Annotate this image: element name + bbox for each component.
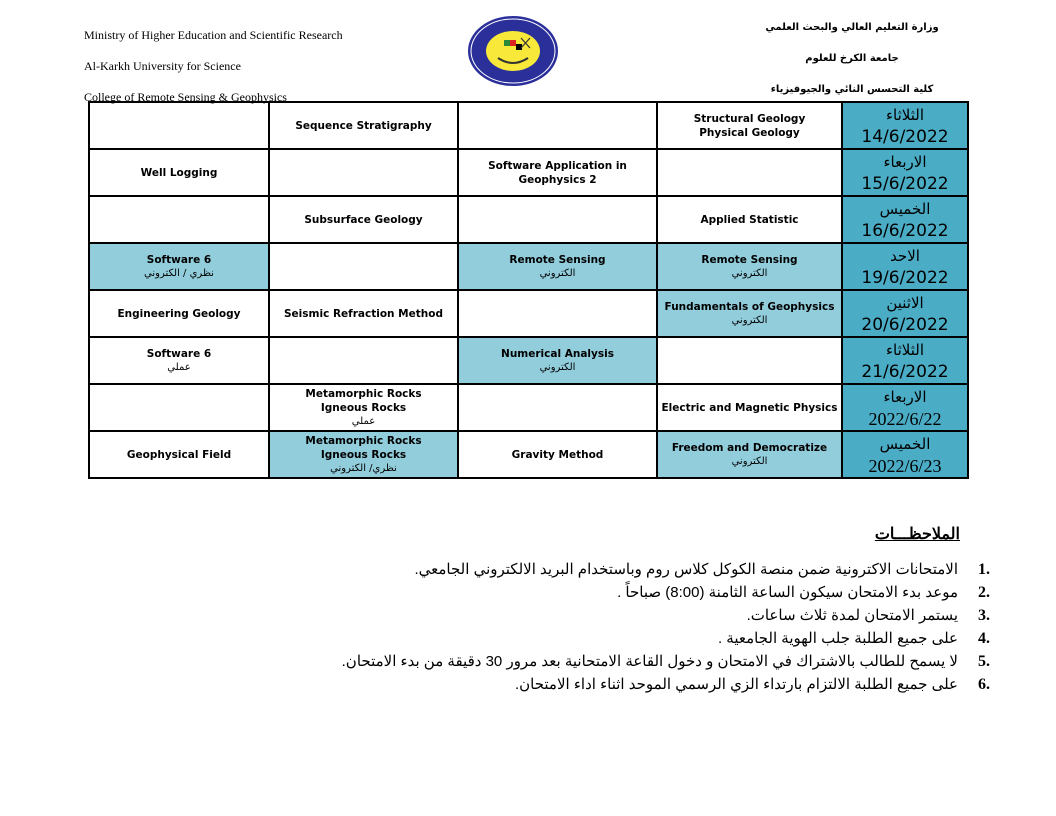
course-title: Fundamentals of Geophysics xyxy=(664,301,835,313)
course-title: Freedom and Democratize xyxy=(671,442,828,454)
day-cell xyxy=(842,196,968,243)
schedule-cell xyxy=(458,337,657,384)
day-cell xyxy=(842,431,968,478)
course-title: Metamorphic Rocks Igneous Rocks xyxy=(305,388,422,414)
day-name: الثلاثاء xyxy=(885,340,924,359)
exam-date: 16/6/2022 xyxy=(861,220,949,241)
day-name: الاثنين xyxy=(886,293,924,312)
day-cell xyxy=(842,149,968,196)
exam-date: 14/6/2022 xyxy=(861,126,949,147)
course-title: Well Logging xyxy=(140,166,218,179)
note-item xyxy=(290,627,990,650)
schedule-row xyxy=(89,243,968,290)
day-name: الاحد xyxy=(890,246,920,265)
day-name: الخميس xyxy=(879,199,931,218)
exam-schedule-table xyxy=(88,101,969,479)
course-title: Applied Statistic xyxy=(700,213,799,226)
schedule-cell xyxy=(269,384,458,431)
note-text: لا يسمح للطالب بالاشتراك في الامتحان و دخول القاعة الامتحانية بعد مرور 30 دقيقة من بدء الامتحان. xyxy=(341,653,958,670)
schedule-cell xyxy=(657,431,842,478)
schedule-cell xyxy=(89,431,269,478)
schedule-cell xyxy=(269,149,458,196)
schedule-cell xyxy=(657,337,842,384)
course-title: Gravity Method xyxy=(511,448,604,461)
schedule-cell xyxy=(657,149,842,196)
ministry-name-ar: وزارة التعليم العالي والبحث العلمي xyxy=(765,22,939,33)
schedule-row xyxy=(89,337,968,384)
schedule-cell xyxy=(269,290,458,337)
notes-list xyxy=(290,558,990,696)
schedule-cell xyxy=(458,196,657,243)
schedule-row xyxy=(89,290,968,337)
day-name: الثلاثاء xyxy=(885,105,924,124)
course-title: Metamorphic Rocks Igneous Rocks xyxy=(305,435,422,461)
note-text: على جميع الطلبة جلب الهوية الجامعية . xyxy=(717,630,958,647)
exam-date: 21/6/2022 xyxy=(861,361,949,382)
university-seal-logo xyxy=(466,14,560,88)
schedule-cell xyxy=(458,149,657,196)
schedule-row xyxy=(89,431,968,478)
schedule-cell xyxy=(89,337,269,384)
exam-mode-label: عملي xyxy=(167,362,191,373)
note-number: 2. xyxy=(978,584,990,601)
exam-date: 20/6/2022 xyxy=(861,314,949,335)
course-title: Remote Sensing xyxy=(509,254,606,266)
college-name-ar: كلية التحسس النائي والجيوفيزياء xyxy=(770,84,934,95)
day-name: الخميس xyxy=(879,434,931,453)
university-name-ar: جامعة الكرخ للعلوم xyxy=(805,53,899,64)
exam-mode-label: نظري/ الكتروني xyxy=(330,463,397,474)
schedule-cell xyxy=(89,102,269,149)
day-name: الاربعاء xyxy=(883,387,927,406)
course-title: Structural Geology Physical Geology xyxy=(693,112,806,139)
schedule-row xyxy=(89,384,968,431)
schedule-cell xyxy=(657,243,842,290)
university-name: Al-Karkh University for Science xyxy=(84,59,241,73)
exam-mode-label: الكتروني xyxy=(731,456,768,467)
course-title: Geophysical Field xyxy=(126,448,232,461)
schedule-cell xyxy=(458,290,657,337)
exam-mode-label: نظري / الكتروني xyxy=(144,268,214,279)
schedule-row xyxy=(89,102,968,149)
schedule-cell xyxy=(269,431,458,478)
day-cell xyxy=(842,384,968,431)
schedule-cell xyxy=(657,384,842,431)
schedule-cell xyxy=(657,290,842,337)
schedule-cell xyxy=(657,196,842,243)
schedule-cell xyxy=(269,102,458,149)
schedule-cell xyxy=(458,431,657,478)
day-cell xyxy=(842,290,968,337)
schedule-row xyxy=(89,196,968,243)
exam-date: 2022/6/22 xyxy=(868,408,942,429)
notes-section xyxy=(290,524,990,696)
note-number: 5. xyxy=(978,653,990,670)
day-cell xyxy=(842,243,968,290)
header-left-english xyxy=(84,20,343,113)
note-number: 6. xyxy=(978,676,990,693)
schedule-cell xyxy=(269,243,458,290)
note-number: 1. xyxy=(978,561,990,578)
exam-mode-label: الكتروني xyxy=(731,268,768,279)
exam-mode-label: الكتروني xyxy=(731,315,768,326)
note-item xyxy=(290,581,990,604)
note-item xyxy=(290,558,990,581)
course-title: Sequence Stratigraphy xyxy=(295,119,432,132)
course-title: Software 6 xyxy=(146,254,212,266)
course-title: Electric and Magnetic Physics xyxy=(661,401,838,414)
course-title: Seismic Refraction Method xyxy=(284,307,443,320)
note-text: يستمر الامتحان لمدة ثلاث ساعات. xyxy=(746,607,958,624)
note-text: موعد بدء الامتحان سيكون الساعة الثامنة (8:00) صباحاً . xyxy=(617,584,958,601)
exam-mode-label: الكتروني xyxy=(539,268,576,279)
schedule-cell xyxy=(89,290,269,337)
note-text: الامتحانات الاكترونية ضمن منصة الكوكل كلاس روم وباستخدام البريد الالكتروني الجامعي. xyxy=(414,561,958,578)
day-cell xyxy=(842,102,968,149)
schedule-row xyxy=(89,149,968,196)
course-title: Numerical Analysis xyxy=(501,348,614,360)
course-title: Software Application in Geophysics 2 xyxy=(488,159,627,186)
note-number: 4. xyxy=(978,630,990,647)
note-text: على جميع الطلبة الالتزام بارتداء الزي الرسمي الموحد اثناء اداء الامتحان. xyxy=(514,676,958,693)
note-item xyxy=(290,650,990,673)
exam-date: 19/6/2022 xyxy=(861,267,949,288)
notes-title: الملاحظـــات xyxy=(874,526,960,543)
schedule-cell xyxy=(269,196,458,243)
schedule-cell xyxy=(89,384,269,431)
day-cell xyxy=(842,337,968,384)
note-item xyxy=(290,673,990,696)
schedule-cell xyxy=(458,243,657,290)
college-name: College of Remote Sensing & Geophysics xyxy=(84,90,287,104)
note-number: 3. xyxy=(978,607,990,624)
schedule-cell xyxy=(89,196,269,243)
course-title: Subsurface Geology xyxy=(304,213,423,226)
day-name: الاربعاء xyxy=(883,152,927,171)
exam-date: 15/6/2022 xyxy=(861,173,949,194)
note-item xyxy=(290,604,990,627)
schedule-cell xyxy=(89,243,269,290)
schedule-cell xyxy=(89,149,269,196)
exam-date: 2022/6/23 xyxy=(868,455,942,476)
header-right-arabic xyxy=(752,12,952,105)
schedule-cell xyxy=(458,102,657,149)
exam-mode-label: الكتروني xyxy=(539,362,576,373)
course-title: Software 6 xyxy=(146,348,212,360)
schedule-cell xyxy=(458,384,657,431)
course-title: Engineering Geology xyxy=(117,307,241,320)
ministry-name: Ministry of Higher Education and Scientific Research xyxy=(84,28,343,42)
schedule-cell xyxy=(657,102,842,149)
course-title: Remote Sensing xyxy=(701,254,798,266)
exam-mode-label: عملي xyxy=(351,416,376,427)
schedule-cell xyxy=(269,337,458,384)
